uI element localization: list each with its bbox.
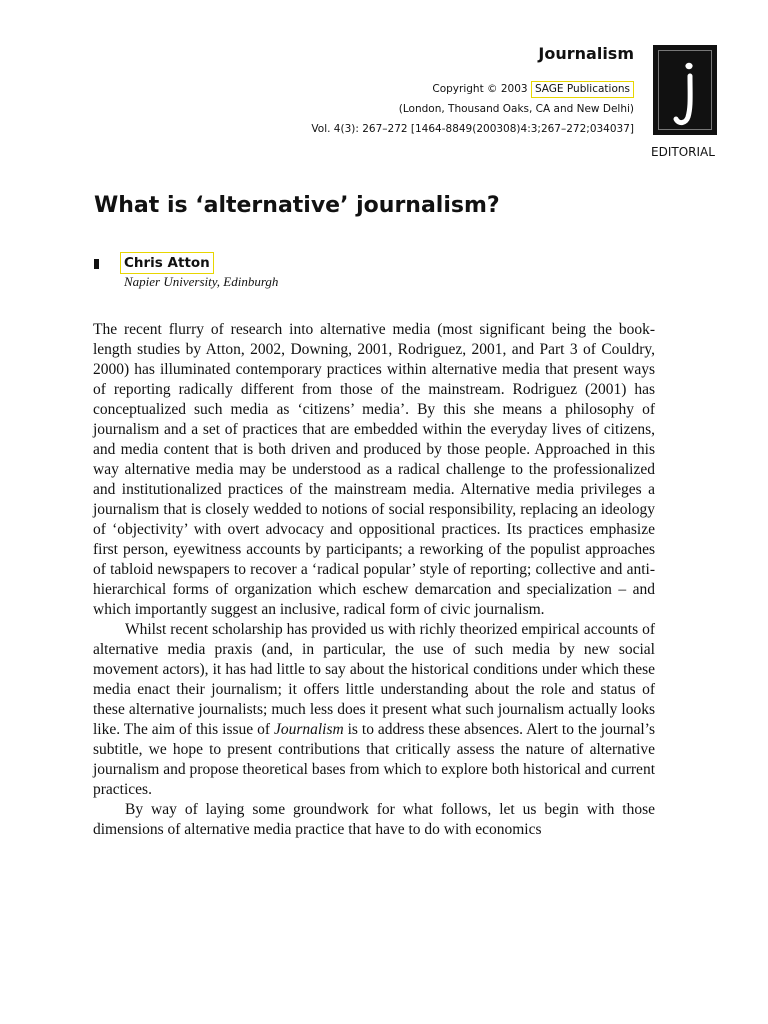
journal-title-italic: Journalism [273,721,344,738]
publisher-link[interactable]: SAGE Publications [531,81,634,98]
journal-logo [653,45,717,135]
author-name[interactable]: Chris Atton [120,252,214,274]
copyright-text: Copyright © 2003 [432,83,528,95]
paragraph-2-part-2: is to address these absences. Alert to the journal’s subtitle, we hope to present contributions that critically assess the nature of alternative journalism and propose theoretical bases from which to explore both historical and current practices. [93,721,655,798]
bullet-marker [94,259,99,269]
citation-line: Vol. 4(3): 267–272 [1464-8849(200308)4:3;267–272;034037] [311,123,634,135]
paragraph-3: By way of laying some groundwork for what follows, let us begin with those dimensions of alternative media practice that have to do with economics [93,801,655,838]
paragraph-2 [93,620,655,800]
copyright-line [432,79,634,99]
publisher-locations: (London, Thousand Oaks, CA and New Delhi) [398,103,634,115]
article-title: What is ‘alternative’ journalism? [94,193,500,218]
paragraph-2-part-1: Whilst recent scholarship has provided us with richly theorized empirical accounts of alternative media praxis (and, in particular, the use of such media by new social movement actors), it has had little to say about the historical conditions under which these media enact their journalism; it offers little understanding about the role and status of these alternative journalists; much less does it present what such journalism actually looks like. The aim of this issue of [93,621,655,738]
section-label: EDITORIAL [651,145,715,159]
logo-j-glyph [655,47,719,137]
paragraph-1: The recent flurry of research into alternative media (most significant being the book-length studies by Atton, 2002, Downing, 2001, Rodriguez, 2001, and Part 3 of Couldry, 2000) has illuminated contemporary practices within alternative media that present ways of reporting radically different from those of the mainstream. Rodriguez (2001) has conceptualized such media as ‘citizens’ media’. By this she means a philosophy of journalism and a set of practices that are embedded within the everyday lives of citizens, and media content that is both driven and produced by those people. Approached in this way alternative media may be understood as a radical challenge to the professionalized and institutionalized practices of the mainstream media. Alternative media privileges a journalism that is closely wedded to notions of social responsibility, replacing an ideology of ‘objectivity’ with overt advocacy and oppositional practices. Its practices emphasize first person, eyewitness accounts by participants; a reworking of the populist approaches of tabloid newspapers to recover a ‘radical popular’ style of reporting; collective and antihierarchical forms of organization which eschew demarcation and specialization – and which importantly suggest an inclusive, radical form of civic journalism. [93,321,655,618]
article-body [93,320,655,840]
author-affiliation: Napier University, Edinburgh [124,274,279,289]
journal-name: Journalism [538,44,634,63]
